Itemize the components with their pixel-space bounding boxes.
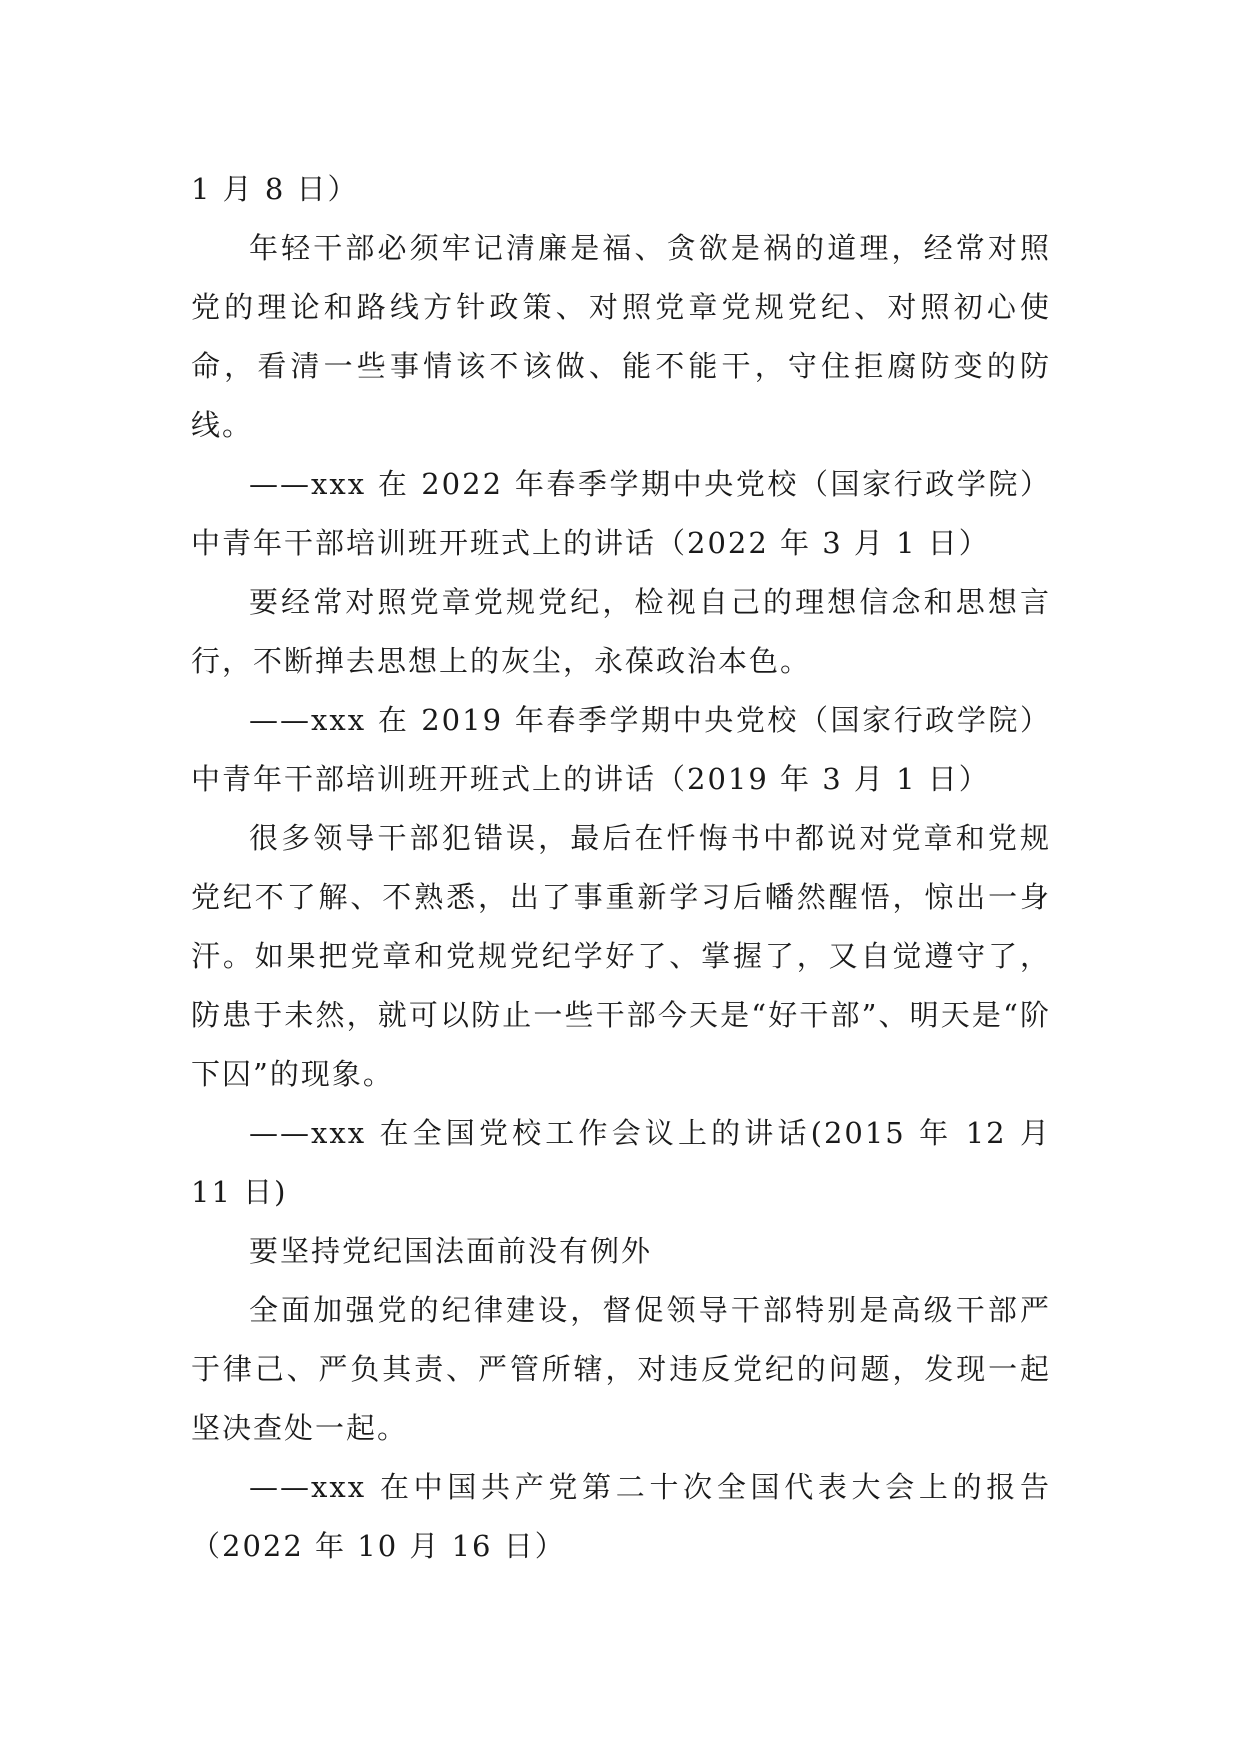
quote-paragraph: 全面加强党的纪律建设，督促领导干部特别是高级干部严于律己、严负其责、严管所辖，对违反党纪的问题，发现一起坚决查处一起。: [191, 1293, 1051, 1445]
document-body: [191, 160, 1051, 1576]
quote-paragraph: 很多领导干部犯错误，最后在忏悔书中都说对党章和党规党纪不了解、不熟悉，出了事重新学习后幡然醒悟，惊出一身汗。如果把党章和党规党纪学好了、掌握了，又自觉遵守了，防患于未然，就可以防止一些干部今天是“好干部”、明天是“阶下囚”的现象。: [191, 821, 1051, 1091]
quote-paragraph: 年轻干部必须牢记清廉是福、贪欲是祸的道理，经常对照党的理论和路线方针政策、对照党章党规党纪、对照初心使命，看清一些事情该不该做、能不能干，守住拒腐防变的防线。: [191, 231, 1051, 442]
quote-source: ——xxx 在 2022 年春季学期中央党校（国家行政学院）中青年干部培训班开班式上的讲话（2022 年 3 月 1 日）: [191, 467, 1051, 560]
date-fragment: 1 月 8 日）: [191, 172, 359, 206]
section-heading: 要坚持党纪国法面前没有例外: [249, 1234, 653, 1268]
quote-source: ——xxx 在中国共产党第二十次全国代表大会上的报告（2022 年 10 月 16 日）: [191, 1470, 1051, 1563]
quote-source: ——xxx 在 2019 年春季学期中央党校（国家行政学院）中青年干部培训班开班式上的讲话（2019 年 3 月 1 日）: [191, 703, 1051, 796]
quote-paragraph: 要经常对照党章党规党纪，检视自己的理想信念和思想言行，不断掸去思想上的灰尘，永葆政治本色。: [191, 585, 1051, 678]
quote-source: ——xxx 在全国党校工作会议上的讲话(2015 年 12 月 11 日): [191, 1116, 1051, 1209]
